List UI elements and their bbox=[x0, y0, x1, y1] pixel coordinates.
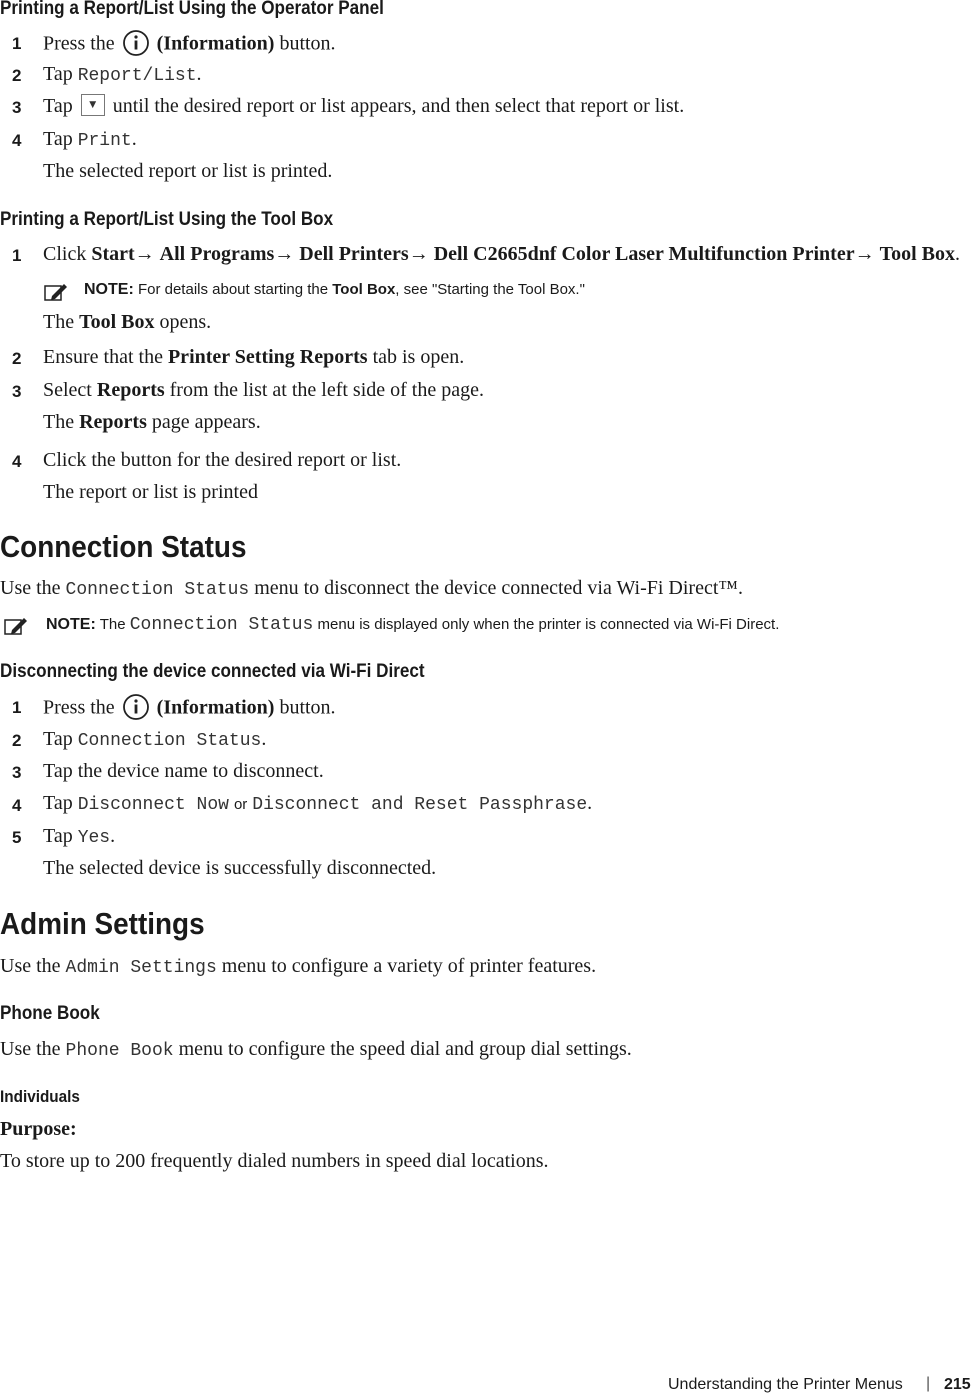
step-text bbox=[43, 30, 336, 60]
step-text-part: . bbox=[131, 128, 137, 150]
step-number: 1 bbox=[12, 34, 22, 53]
note-text: , see "Starting the Tool Box." bbox=[395, 281, 585, 298]
step-text-part: until the desired report or list appears, and then select that report or list. bbox=[112, 95, 685, 117]
step-text-part: Tap bbox=[43, 95, 73, 117]
step-text bbox=[43, 379, 484, 402]
note-label: NOTE: bbox=[84, 281, 134, 298]
subsection-heading: Phone Book bbox=[0, 1003, 100, 1024]
menu-code: Connection Status bbox=[65, 580, 250, 600]
purpose-text: To store up to 200 frequently dialed numbers in speed dial locations. bbox=[0, 1150, 549, 1172]
note-text: menu is displayed only when the printer is connected via Wi-Fi Direct. bbox=[317, 616, 780, 633]
step-text-part: Tap bbox=[43, 63, 73, 85]
step-text-part: . bbox=[196, 63, 202, 85]
arrow: → bbox=[274, 243, 295, 265]
step-text bbox=[43, 95, 684, 118]
section-heading: Printing a Report/List Using the Operator Panel bbox=[0, 0, 384, 19]
step-text-part: Tap bbox=[43, 128, 73, 150]
note-pencil-icon bbox=[4, 616, 30, 636]
scroll-down-button-icon: ▼ bbox=[81, 94, 105, 116]
step-number: 5 bbox=[12, 828, 22, 847]
paragraph-text: Use the bbox=[0, 955, 61, 977]
step-result: The selected report or list is printed. bbox=[43, 160, 333, 182]
note-text: The bbox=[99, 616, 126, 633]
note-pencil-icon bbox=[44, 282, 70, 302]
step-text-part: Tap bbox=[43, 792, 73, 814]
menu-path: Start bbox=[91, 243, 135, 265]
menu-code: Print bbox=[77, 131, 132, 151]
step-text-part: Ensure that the bbox=[43, 346, 163, 368]
menu-path: Dell C2665dnf Color Laser Multifunction Printer bbox=[433, 243, 855, 265]
intro-paragraph bbox=[0, 577, 743, 600]
intro-paragraph bbox=[0, 955, 596, 978]
info-icon bbox=[121, 28, 151, 58]
step-text bbox=[43, 792, 592, 815]
step-text-bold: (Information) bbox=[156, 32, 275, 55]
footer-separator: | bbox=[926, 1375, 931, 1392]
section-heading: Printing a Report/List Using the Tool Box bbox=[0, 209, 334, 230]
step-text-bold: Reports bbox=[96, 379, 165, 401]
step-text bbox=[43, 63, 202, 86]
section-title: Admin Settings bbox=[0, 906, 205, 941]
step-result bbox=[43, 411, 261, 434]
step-text-part: opens. bbox=[159, 311, 212, 333]
menu-code: Connection Status bbox=[77, 731, 262, 751]
step-text bbox=[43, 728, 266, 751]
step-text-part: . bbox=[110, 825, 116, 847]
step-result bbox=[43, 311, 211, 334]
purpose-label: Purpose: bbox=[0, 1118, 77, 1140]
arrow: → bbox=[134, 243, 155, 265]
step-number: 3 bbox=[12, 763, 22, 782]
step-text bbox=[43, 825, 115, 848]
paragraph bbox=[0, 1038, 632, 1061]
step-number: 2 bbox=[12, 66, 22, 85]
note bbox=[46, 615, 779, 635]
step-text-part: Click bbox=[43, 243, 87, 265]
step-text-part: . bbox=[587, 792, 593, 814]
step-text-part: or bbox=[233, 796, 248, 813]
step-result: The report or list is printed bbox=[43, 481, 258, 503]
footer-title: Understanding the Printer Menus bbox=[668, 1376, 903, 1393]
step-number: 4 bbox=[12, 452, 22, 471]
step-text bbox=[43, 346, 464, 369]
step-text-part: The bbox=[43, 311, 75, 333]
step-text-part: page appears. bbox=[151, 411, 261, 433]
menu-path: Tool Box bbox=[879, 243, 955, 265]
step-text-bold: Printer Setting Reports bbox=[167, 346, 368, 368]
step-number: 1 bbox=[12, 698, 22, 717]
step-number: 2 bbox=[12, 731, 22, 750]
step-text bbox=[43, 694, 336, 724]
paragraph-text: Use the bbox=[0, 577, 61, 599]
step-text-part: Press the bbox=[43, 32, 115, 55]
step-number: 3 bbox=[12, 98, 22, 117]
menu-code: Connection Status bbox=[129, 615, 314, 635]
step-text-bold: Reports bbox=[79, 411, 147, 433]
menu-code: Yes bbox=[77, 828, 111, 848]
step-text-part: . bbox=[261, 728, 267, 750]
info-icon bbox=[121, 692, 151, 722]
step-text: Click the button for the desired report or list. bbox=[43, 449, 402, 471]
step-result: The selected device is successfully disconnected. bbox=[43, 857, 437, 879]
arrow: → bbox=[854, 243, 875, 265]
step-text bbox=[43, 128, 137, 151]
page-number: 215 bbox=[944, 1376, 971, 1393]
step-number: 2 bbox=[12, 349, 22, 368]
paragraph-text: Use the bbox=[0, 1038, 61, 1060]
step-text-part: button. bbox=[279, 32, 336, 55]
step-text-part: tab is open. bbox=[372, 346, 465, 368]
menu-path: All Programs bbox=[159, 243, 275, 265]
step-number: 1 bbox=[12, 246, 22, 265]
section-title: Connection Status bbox=[0, 529, 247, 564]
note bbox=[84, 281, 585, 299]
menu-code: Disconnect Now bbox=[77, 795, 229, 815]
step-number: 4 bbox=[12, 796, 22, 815]
menu-code: Disconnect and Reset Passphrase bbox=[252, 795, 588, 815]
step-text bbox=[43, 243, 960, 266]
step-text-part: button. bbox=[279, 696, 336, 719]
step-text-part: . bbox=[955, 243, 960, 265]
subsection-heading: Disconnecting the device connected via Wi-Fi Direct bbox=[0, 661, 425, 682]
step-text-part: Tap bbox=[43, 728, 73, 750]
menu-code: Phone Book bbox=[65, 1041, 174, 1061]
note-text-bold: Tool Box bbox=[332, 281, 396, 298]
step-text-part: The bbox=[43, 411, 75, 433]
menu-path: Dell Printers bbox=[299, 243, 409, 265]
note-label: NOTE: bbox=[46, 616, 96, 633]
step-text-bold: Tool Box bbox=[79, 311, 155, 333]
step-text: Tap the device name to disconnect. bbox=[43, 760, 324, 782]
step-text-part: Select bbox=[43, 379, 92, 401]
minor-heading: Individuals bbox=[0, 1087, 80, 1106]
note-text: For details about starting the bbox=[137, 281, 329, 298]
menu-code: Report/List bbox=[77, 66, 197, 86]
step-text-part: Press the bbox=[43, 696, 115, 719]
step-text-part: Tap bbox=[43, 825, 73, 847]
paragraph-text: menu to disconnect the device connected via Wi-Fi Direct™. bbox=[254, 577, 744, 599]
paragraph-text: menu to configure the speed dial and group dial settings. bbox=[178, 1038, 632, 1060]
arrow: → bbox=[408, 243, 429, 265]
paragraph-text: menu to configure a variety of printer features. bbox=[221, 955, 597, 977]
step-number: 4 bbox=[12, 131, 22, 150]
step-number: 3 bbox=[12, 382, 22, 401]
step-text-part: from the list at the left side of the page. bbox=[169, 379, 484, 401]
menu-code: Admin Settings bbox=[65, 958, 217, 978]
step-text-bold: (Information) bbox=[156, 696, 275, 719]
